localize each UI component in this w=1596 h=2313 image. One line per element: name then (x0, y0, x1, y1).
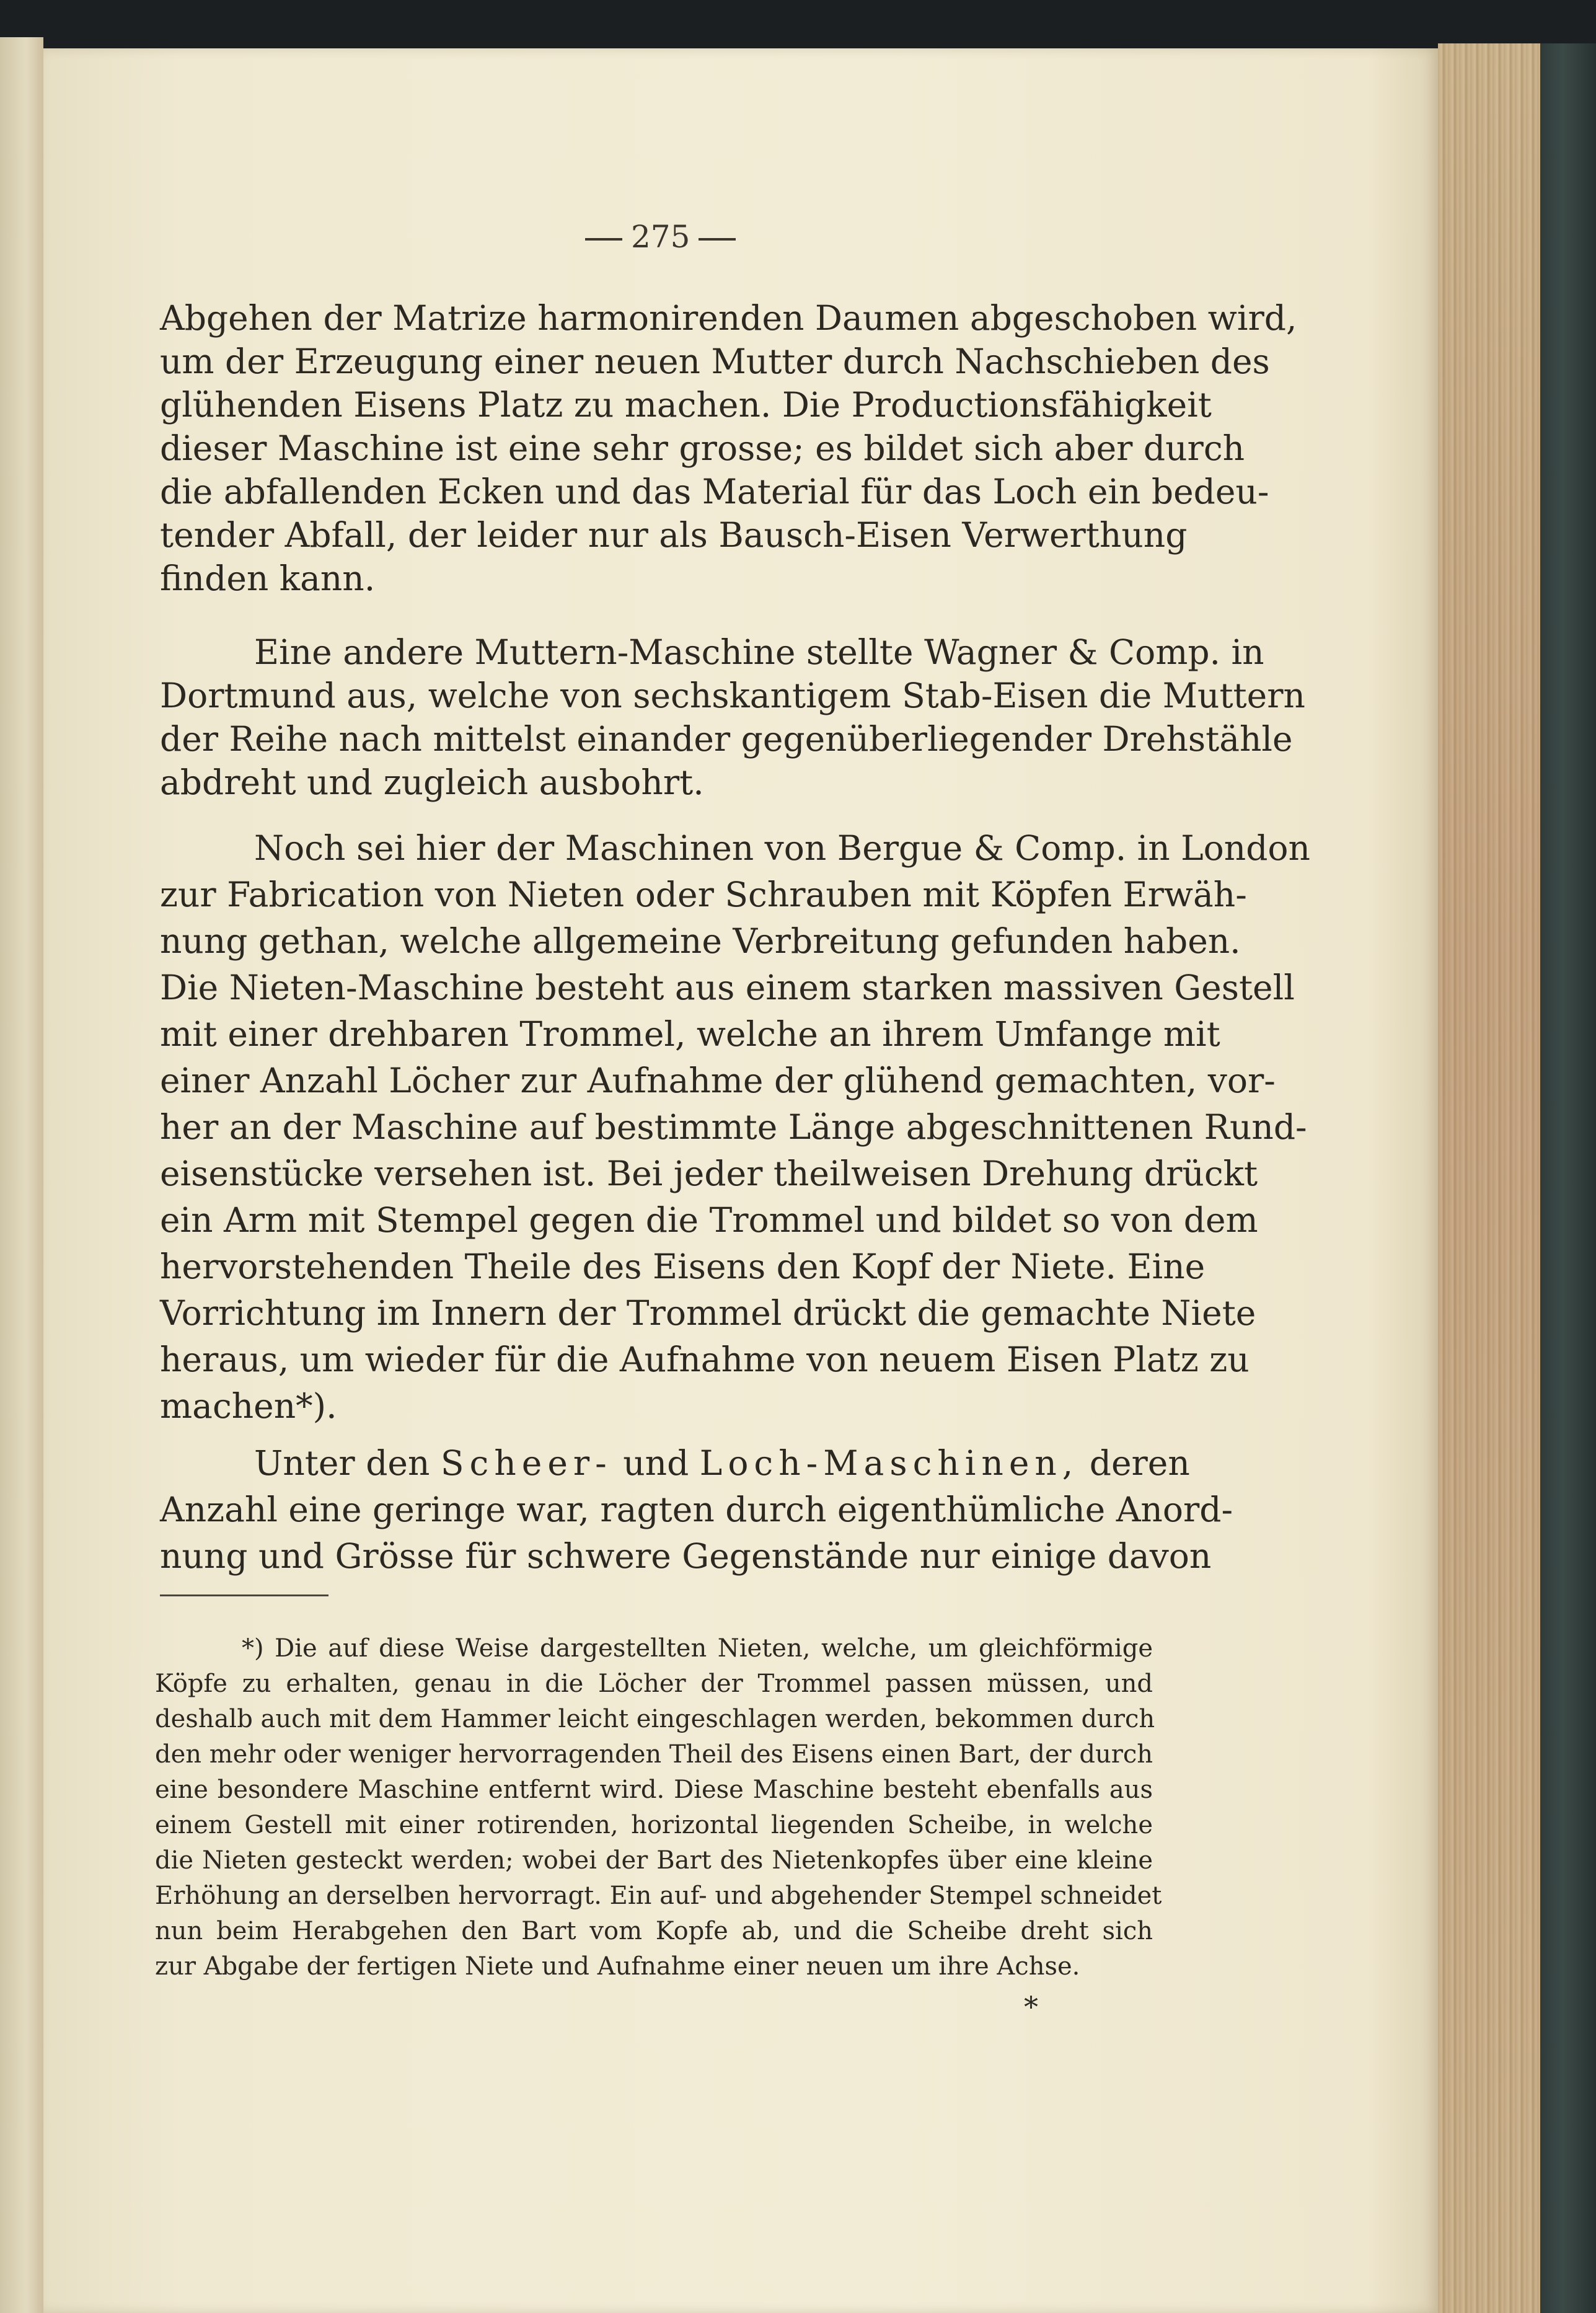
text-run: und (612, 1443, 700, 1483)
footnote-line: den mehr oder weniger hervorragenden Theil des Eisens einen Bart, der durch (155, 1740, 1153, 1769)
text-run: Unter den (254, 1443, 441, 1483)
text-line: finden kann. (160, 559, 376, 598)
text-line: heraus, um wieder für die Aufnahme von neuem Eisen Platz zu (160, 1340, 1250, 1379)
text-line: die abfallenden Ecken und das Material für das Loch ein bedeu- (160, 472, 1269, 511)
text-line: abdreht und zugleich ausbohrt. (160, 763, 704, 802)
text-line (254, 1441, 1190, 1485)
header-dash-right (699, 238, 736, 241)
footnote-line: deshalb auch mit dem Hammer leicht eingeschlagen werden, bekommen durch (155, 1705, 1155, 1733)
text-line: zur Fabrication von Nieten oder Schrauben mit Köpfen Erwäh- (160, 875, 1247, 914)
text-line: hervorstehenden Theile des Eisens den Kopf der Niete. Eine (160, 1247, 1206, 1286)
text-line: dieser Maschine ist eine sehr grosse; es bildet sich aber durch (160, 428, 1245, 468)
text-line: Noch sei hier der Maschinen von Bergue & Comp. in London (254, 828, 1310, 868)
footnote-line: *) Die auf diese Weise dargestellten Nieten, welche, um gleichförmige (242, 1634, 1153, 1663)
text-line: Dortmund aus, welche von sechskantigem Stab-Eisen die Muttern (160, 676, 1305, 715)
text-line: einer Anzahl Löcher zur Aufnahme der glühend gemachten, vor- (160, 1061, 1276, 1100)
footnote-line: zur Abgabe der fertigen Niete und Aufnahme einer neuen um ihre Achse. (155, 1952, 1080, 1981)
text-line: nung gethan, welche allgemeine Verbreitung gefunden haben. (160, 921, 1241, 961)
spaced-term: Loch-Maschinen, (699, 1443, 1079, 1483)
footnote-line: die Nieten gesteckt werden; wobei der Bart des Nietenkopfes über eine kleine (155, 1846, 1153, 1875)
text-line: Die Nieten-Maschine besteht aus einem starken massiven Gestell (160, 968, 1295, 1007)
signature-mark: * (1024, 1990, 1038, 2023)
text-line: eisenstücke versehen ist. Bei jeder theilweisen Drehung drückt (160, 1154, 1258, 1193)
text-line: Abgehen der Matrize harmonirenden Daumen abgeschoben wird, (160, 298, 1297, 338)
text-line: mit einer drehbaren Trommel, welche an ihrem Umfange mit (160, 1014, 1220, 1054)
text-line: der Reihe nach mittelst einander gegenüberliegender Drehstähle (160, 719, 1293, 759)
text-line: Vorrichtung im Innern der Trommel drückt die gemachte Niete (160, 1293, 1256, 1333)
text-line: tender Abfall, der leider nur als Bausch-Eisen Verwerthung (160, 515, 1188, 555)
page-number: 275 (631, 219, 690, 255)
text-line: nung und Grösse für schwere Gegenstände nur einige davon (160, 1536, 1212, 1576)
text-line: machen*). (160, 1386, 337, 1426)
page-header (576, 218, 762, 255)
footnote-line: nun beim Herabgehen den Bart vom Kopfe ab, und die Scheibe dreht sich (155, 1917, 1153, 1945)
text-line: glühenden Eisens Platz zu machen. Die Productionsfähigkeit (160, 385, 1212, 425)
text-line: um der Erzeugung einer neuen Mutter durch Nachschieben des (160, 342, 1270, 381)
footnote-line: einem Gestell mit einer rotirenden, horizontal liegenden Scheibe, in welche (155, 1811, 1153, 1839)
footnote-line: eine besondere Maschine entfernt wird. Diese Maschine besteht ebenfalls aus (155, 1776, 1153, 1804)
footnote-line: Köpfe zu erhalten, genau in die Löcher der Trommel passen müssen, und (155, 1670, 1153, 1698)
text-line: Anzahl eine geringe war, ragten durch eigenthümliche Anord- (160, 1490, 1233, 1529)
footnote-line: Erhöhung an derselben hervorragt. Ein auf- und abgehender Stempel schneidet (155, 1882, 1162, 1910)
text-line: Eine andere Muttern-Maschine stellte Wagner & Comp. in (254, 632, 1264, 672)
spaced-term: Scheer- (440, 1443, 612, 1483)
text-run: deren (1078, 1443, 1190, 1483)
text-line: her an der Maschine auf bestimmte Länge abgeschnittenen Rund- (160, 1107, 1307, 1147)
header-dash-left (585, 238, 622, 241)
footnote-rule (160, 1594, 328, 1596)
text-line: ein Arm mit Stempel gegen die Trommel und bildet so von dem (160, 1200, 1258, 1240)
